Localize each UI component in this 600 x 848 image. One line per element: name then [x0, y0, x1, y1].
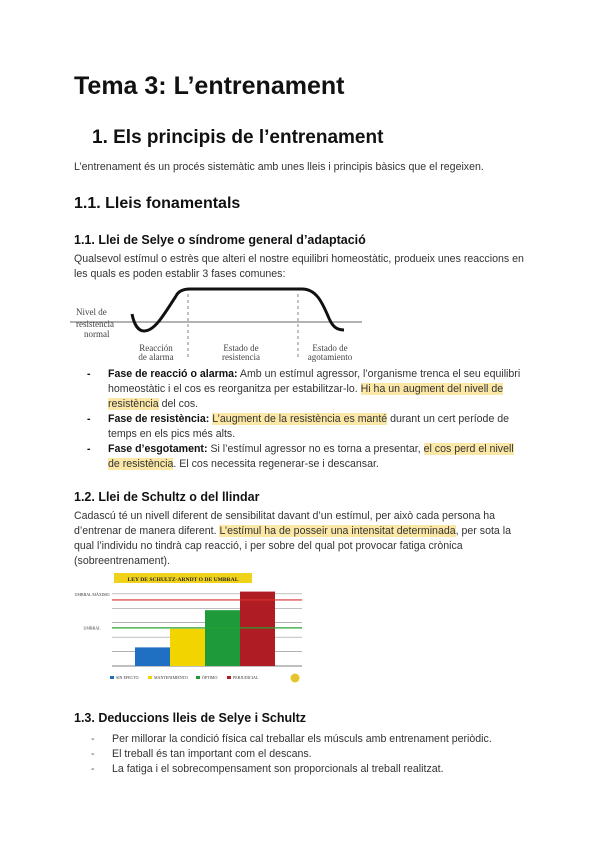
threshold-label-1: UMBRAL MÁXIMO	[74, 591, 110, 597]
chart-bar-2	[170, 629, 205, 666]
list-item: - La fatiga i el sobrecompensament son proporcionals al treball realitzat.	[91, 762, 541, 777]
phase-item: - Fase d’esgotament: Si l’estímul agressor no es torna a presentar, el cos perd el nivell de resistència. El cos necessita regenerar-se i descansar.	[87, 442, 527, 472]
intro-paragraph: L’entrenament és un procés sistemàtic amb unes lleis i principis bàsics que el regeixen.	[74, 161, 484, 173]
phase1-label-line-2: de alarma	[138, 352, 174, 362]
phases-list	[87, 367, 527, 472]
y-label-line-2: resistencia	[76, 319, 114, 329]
legend-swatch-3	[196, 676, 200, 679]
selye-paragraph: Qualsevol estímul o estrès que alteri el nostre equilibri homeostàtic, produeix unes reaccions en les quals es poden establir 3 fases comunes:	[74, 253, 524, 280]
threshold-label-2: UMBRAL	[83, 625, 101, 631]
legend-swatch-4	[227, 676, 231, 679]
page-title: Tema 3: L’entrenament	[74, 72, 345, 100]
phase2-label-line-2: resistencia	[222, 352, 260, 362]
schultz-paragraph: Cadascú té un nivell diferent de sensibilitat davant d’un estímul, per això cada persona ha d’entrenar de manera diferent. L’estímul ha de posseir una intensitat determinada, per sota la qual l’individu no tindrà cap reacció, i per sobre del qual pot provocar fatiga crònica (sobreentrenament).	[74, 510, 511, 567]
legend-label-4: PERJUDICIAL	[233, 675, 259, 680]
legend-label-3: ÓPTIMO	[202, 675, 218, 680]
phase3-label-line-2: agotamiento	[307, 352, 353, 362]
chart-title: LEY DE SCHULTZ-ARNDT O DE UMBRAL	[127, 577, 239, 583]
chart-bar-4	[240, 592, 275, 666]
phase1-label-line-1: Reacción	[139, 343, 173, 353]
chart-bar-1	[135, 647, 170, 666]
phase-item: - Fase de reacció o alarma: Amb un estímul agressor, l’organisme trenca el seu equilibri homeostàtic i el cos es reorganitza per estabilitzar-lo. Hi ha un augment del nivell de resistència del cos.	[87, 367, 527, 412]
phase3-label-line-1: Estado de	[312, 343, 348, 353]
chart-bar-3	[205, 610, 240, 666]
legend-label-1: SIN EFECTO	[116, 675, 139, 680]
legend-swatch-2	[148, 676, 152, 679]
y-label-line-1: Nivel de	[76, 307, 107, 317]
legend-label-2: MANTENIMIENTO	[154, 675, 188, 680]
deductions-list	[91, 732, 541, 777]
deductions-heading: 1.3. Deduccions lleis de Selye i Schultz	[74, 711, 307, 725]
phase-item: - Fase de resistència: L’augment de la resistència es manté durant un cert període de temps en els pics més alts.	[87, 412, 527, 442]
y-label-line-3: normal	[84, 329, 110, 339]
logo-mark	[291, 674, 300, 683]
schultz-heading: 1.2. Llei de Schultz o del llindar	[74, 490, 260, 504]
subsection-heading: 1.1. Lleis fonamentals	[74, 195, 241, 212]
selye-diagram	[70, 284, 370, 366]
list-item: - Per millorar la condició física cal treballar els músculs amb entrenament periòdic.	[91, 732, 541, 747]
section-heading: 1. Els principis de l’entrenament	[92, 127, 384, 148]
list-item: - El treball és tan important com el descans.	[91, 747, 541, 762]
selye-heading: 1.1. Llei de Selye o síndrome general d’adaptació	[74, 233, 366, 247]
legend-swatch-1	[110, 676, 114, 679]
phase2-label-line-1: Estado de	[223, 343, 259, 353]
schultz-chart	[74, 572, 314, 688]
